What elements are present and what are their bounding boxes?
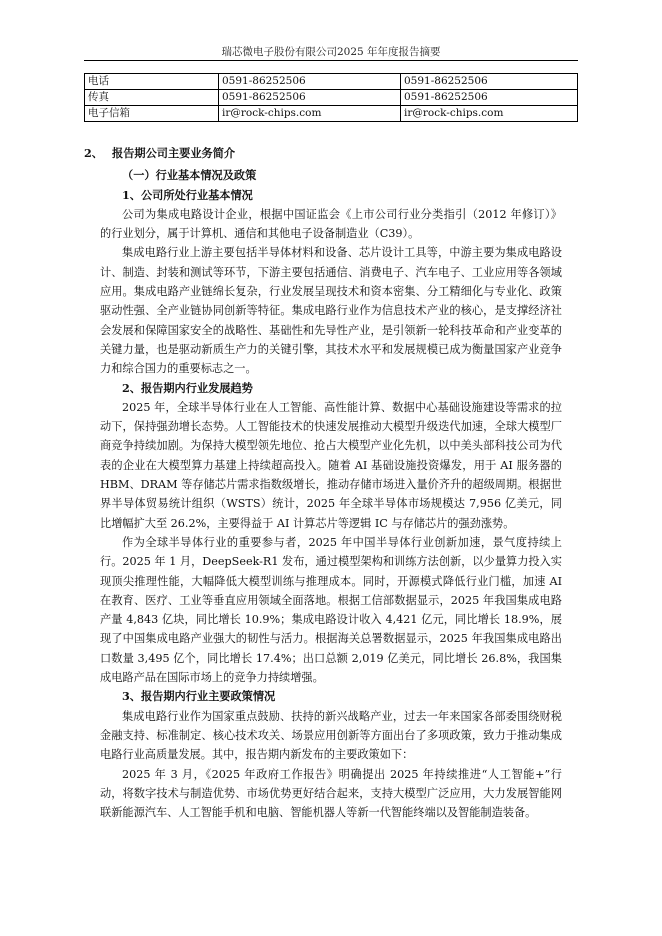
table-cell-label: 电子信箱 [85, 106, 219, 122]
section-number: 2、 [84, 146, 103, 160]
heading-industry-trends: 2、报告期内行业发展趋势 [122, 380, 253, 395]
table-cell-value: 0591-86252506 [219, 90, 401, 106]
table-cell-label: 电话 [85, 74, 219, 90]
table-cell-value: ir@rock-chips.com [219, 106, 401, 122]
paragraph: 2025 年，全球半导体行业在人工智能、高性能计算、数据中心基础设施建设等需求的拉动下，保持强劲增长态势。人工智能技术的快速发展推动大模型升级迭代加速，全球大模型厂商竞争持续加剧。为保持大模型领先地位、抢占大模型产业化先机，以中美头部科技公司为代表的企业在大模型算力基建上持续超高投入。随着 AI 基础设施投资爆发，用于 AI 服务器的 HBM、DRAM 等存储芯片需求指数级增长，推动存储市场进入量价齐升的超级周期。根据世界半导体贸易统计组织（WSTS）统计，2025 年全球半导体市场规模达 7,956 亿美元，同比增幅扩大至 26.2%，主要得益于 AI 计算芯片等逻辑 IC 与存储芯片的强劲涨势。 [100, 400, 562, 530]
header-divider [84, 60, 578, 61]
table-row [85, 90, 578, 106]
table-row [85, 106, 578, 122]
report-body [84, 144, 562, 822]
paragraph: 集成电路行业上游主要包括半导体材料和设备、芯片设计工具等，中游主要为集成电路设计、制造、封装和测试等环节，下游主要包括通信、消费电子、汽车电子、工业应用等各领域应用。集成电路产业链绵长复杂，行业发展呈现技术和资本密集、分工精细化与专业化、政策驱动性强、全产业链协同创新等特征。集成电路行业作为信息技术产业的核心，是支撑经济社会发展和保障国家安全的战略性、基础性和先导性产业，是引领新一轮科技革命和产业变革的关键力量，也是驱动新质生产力的关键引擎，其技术水平和发展规模已成为衡量国家产业竞争力和综合国力的重要标志之一。 [100, 246, 562, 376]
section-title [84, 144, 562, 163]
heading-industry-basics: 1、公司所处行业基本情况 [122, 187, 253, 202]
paragraph: 集成电路行业作为国家重点鼓励、扶持的新兴战略产业，过去一年来国家各部委围绕财税金融支持、标准制定、核心技术攻关、场景应用创新等方面出台了多项政策，致力于推动集成电路行业高质量发展。其中，报告期内新发布的主要政策如下： [100, 709, 562, 762]
table-cell-value: 0591-86252506 [401, 74, 578, 90]
subsection-title: （一）行业基本情况及政策 [122, 168, 257, 183]
paragraph: 2025 年 3 月，《2025 年政府工作报告》明确提出 2025 年持续推进“人工智能+”行动，将数字技术与制造优势、市场优势更好结合起来，支持大模型广泛应用，大力发展智能网联新能源汽车、人工智能手机和电脑、智能机器人等新一代智能终端以及智能制造装备。 [100, 767, 562, 820]
section-title-text: 报告期公司主要业务简介 [112, 146, 236, 160]
table-cell-label: 传真 [85, 90, 219, 106]
paragraph: 公司为集成电路设计企业，根据中国证监会《上市公司行业分类指引（2012 年修订）》的行业划分，属于计算机、通信和其他电子设备制造业（C39）。 [100, 207, 562, 241]
table-cell-value: ir@rock-chips.com [401, 106, 578, 122]
heading-industry-policy: 3、报告期内行业主要政策情况 [122, 689, 276, 704]
paragraph: 作为全球半导体行业的重要参与者，2025 年中国半导体行业创新加速，景气度持续上行。2025 年 1 月，DeepSeek-R1 发布，通过模型架构和训练方法创新，以少量算力投入实现顶尖推理性能，大幅降低大模型训练与推理成本。同时，开源模式降低行业门槛，加速 AI 在教育、医疗、工业等垂直应用领域全面落地。根据工信部数据显示，2025 年我国集成电路产量 4,843 亿块，同比增长 10.9%；集成电路设计收入 4,421 亿元，同比增长 18.9%，展现了中国集成电路产业强大的韧性与活力。根据海关总署数据显示，2025 年我国集成电路出口数量 3,495 亿个，同比增长 17.4%；出口总额 2,019 亿美元，同比增长 26.8%，我国集成电路产品在国际市场上的竞争力持续增强。 [100, 535, 562, 685]
contact-table [84, 73, 578, 122]
table-cell-value: 0591-86252506 [401, 90, 578, 106]
table-row [85, 74, 578, 90]
table-cell-value: 0591-86252506 [219, 74, 401, 90]
page-header: 瑞芯微电子股份有限公司2025 年年度报告摘要 [221, 46, 441, 58]
